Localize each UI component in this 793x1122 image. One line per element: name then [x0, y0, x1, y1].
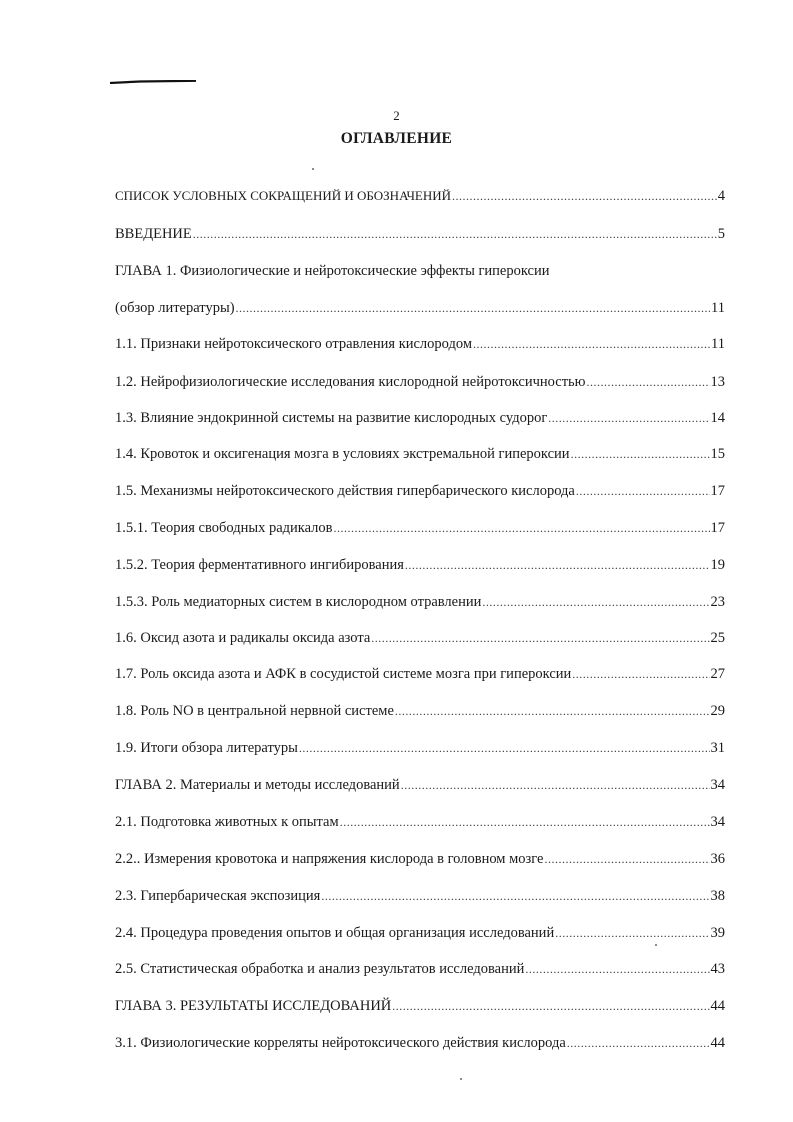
toc-entry-title: ГЛАВА 2. Материалы и методы исследований: [115, 777, 400, 793]
toc-entry-title: 1.8. Роль NO в центральной нервной системе: [115, 703, 394, 719]
toc-dot-leader: [392, 997, 709, 1015]
toc-entry-page: 36: [710, 851, 725, 867]
toc-entry-page: 4: [717, 188, 725, 204]
toc-dot-leader: [473, 335, 710, 353]
toc-entry-title: 2.2.. Измерения кровотока и напряжения кислорода в головном мозге: [115, 851, 544, 867]
scan-mark-stroke: [110, 80, 196, 84]
toc-entry: [115, 770, 725, 794]
toc-entry: [115, 587, 725, 611]
toc-entry: [115, 181, 725, 205]
toc-entry: [115, 881, 725, 905]
toc-entry-title: 2.5. Статистическая обработка и анализ результатов исследований: [115, 961, 525, 977]
toc-entry: [115, 659, 725, 683]
toc-entry-page: 17: [710, 520, 725, 536]
toc-entry: [115, 844, 725, 868]
toc-entry-title: 1.6. Оксид азота и радикалы оксида азота: [115, 630, 371, 646]
toc-entry-title: 1.4. Кровоток и оксигенация мозга в условиях экстремальной гипероксии: [115, 446, 570, 462]
toc-dot-leader: [334, 519, 710, 537]
toc-dot-leader: [544, 850, 709, 868]
toc-entry: [115, 1028, 725, 1052]
toc-dot-leader: [236, 299, 711, 317]
toc-entry-title: ГЛАВА 1. Физиологические и нейротоксические эффекты гипероксии: [115, 263, 550, 279]
toc-dot-leader: [525, 960, 709, 978]
toc-entry: [115, 219, 725, 243]
toc-entry-page: 25: [710, 630, 725, 646]
scan-speck: [312, 168, 314, 170]
toc-entry-page: 14: [710, 410, 725, 426]
toc-entry-title: 1.2. Нейрофизиологические исследования кислородной нейротоксичностью: [115, 374, 586, 390]
toc-entry-title: ВВЕДЕНИЕ: [115, 226, 192, 242]
toc-dot-leader: [452, 187, 717, 205]
toc-entry-title: 3.1. Физиологические корреляты нейротоксического действия кислорода: [115, 1035, 566, 1051]
toc-entry: [115, 329, 725, 353]
toc-entry-title: 1.5.1. Теория свободных радикалов: [115, 520, 333, 536]
toc-entry-page: 43: [710, 961, 725, 977]
toc-entry: [115, 367, 725, 391]
toc-dot-leader: [321, 887, 709, 905]
toc-dot-leader: [395, 702, 710, 720]
toc-entry: [115, 293, 725, 317]
toc-dot-leader: [371, 629, 709, 647]
toc-entry-page: 34: [710, 777, 725, 793]
toc-entry-title: 1.1. Признаки нейротоксического отравления кислородом: [115, 336, 473, 352]
toc-entry-page: 17: [710, 483, 725, 499]
toc-entry-page: 38: [710, 888, 725, 904]
toc-entry: [115, 623, 725, 647]
toc-entry-page: 27: [710, 666, 725, 682]
toc-entry-page: 5: [717, 226, 725, 242]
toc-entry: [115, 513, 725, 537]
toc-entry-page: 11: [711, 336, 725, 352]
toc-entry: [115, 439, 725, 463]
toc-entry-title: 2.1. Подготовка животных к опытам: [115, 814, 339, 830]
toc-entry: [115, 918, 725, 942]
toc-entry: [115, 476, 725, 500]
toc-entry-title: 2.3. Гипербарическая экспозиция: [115, 888, 321, 904]
toc-dot-leader: [555, 924, 709, 942]
toc-entry-page: 19: [710, 557, 725, 573]
toc-entry: [115, 991, 725, 1015]
scan-speck: [460, 1078, 462, 1080]
toc-dot-leader: [299, 739, 710, 757]
toc-entry-page: 29: [710, 703, 725, 719]
toc-entry-title: 1.5.3. Роль медиаторных систем в кислородном отравлении: [115, 594, 482, 610]
toc-entry-title: 1.9. Итоги обзора литературы: [115, 740, 298, 756]
toc-dot-leader: [193, 225, 717, 243]
toc-dot-leader: [548, 409, 709, 427]
toc-entry-page: 15: [710, 446, 725, 462]
toc-dot-leader: [576, 482, 710, 500]
toc-entry: [115, 256, 725, 280]
toc-entry-title: ГЛАВА 3. РЕЗУЛЬТАТЫ ИССЛЕДОВАНИЙ: [115, 998, 392, 1014]
toc-entry: [115, 954, 725, 978]
page-title: ОГЛАВЛЕНИЕ: [340, 130, 453, 147]
toc-entry-title: 1.7. Роль оксида азота и АФК в сосудистой системе мозга при гипероксии: [115, 666, 572, 682]
toc-entry: [115, 807, 725, 831]
scan-speck: [655, 944, 657, 946]
toc-entry-title: 1.5.2. Теория ферментативного ингибирования: [115, 557, 404, 573]
toc-entry: [115, 550, 725, 574]
page-number: 2: [393, 108, 400, 123]
toc-dot-leader: [401, 776, 710, 794]
toc-dot-leader: [405, 556, 710, 574]
toc-dot-leader: [571, 445, 710, 463]
toc-entry-title: 2.4. Процедура проведения опытов и общая организация исследований: [115, 925, 555, 941]
toc-dot-leader: [586, 373, 709, 391]
toc-entry-title: (обзор литературы): [115, 300, 235, 316]
toc-entry-page: 31: [710, 740, 725, 756]
toc-entry-page: 11: [711, 300, 725, 316]
toc-entry-page: 23: [710, 594, 725, 610]
toc-entry-page: 13: [710, 374, 725, 390]
toc-entry-title: 1.5. Механизмы нейротоксического действия гипербарического кислорода: [115, 483, 575, 499]
toc-entry: [115, 696, 725, 720]
toc-entry: [115, 403, 725, 427]
toc-dot-leader: [572, 665, 709, 683]
toc-entry: [115, 733, 725, 757]
toc-dot-leader: [340, 813, 710, 831]
toc-entry-page: 44: [710, 1035, 725, 1051]
toc-dot-leader: [567, 1034, 710, 1052]
toc-entry-title: 1.3. Влияние эндокринной системы на развитие кислородных судорог: [115, 410, 548, 426]
toc-entry-page: 44: [710, 998, 725, 1014]
toc-dot-leader: [482, 593, 709, 611]
toc-entry-title: СПИСОК УСЛОВНЫХ СОКРАЩЕНИЙ И ОБОЗНАЧЕНИЙ: [115, 188, 452, 203]
toc-entry-page: 34: [710, 814, 725, 830]
toc-entry-page: 39: [710, 925, 725, 941]
